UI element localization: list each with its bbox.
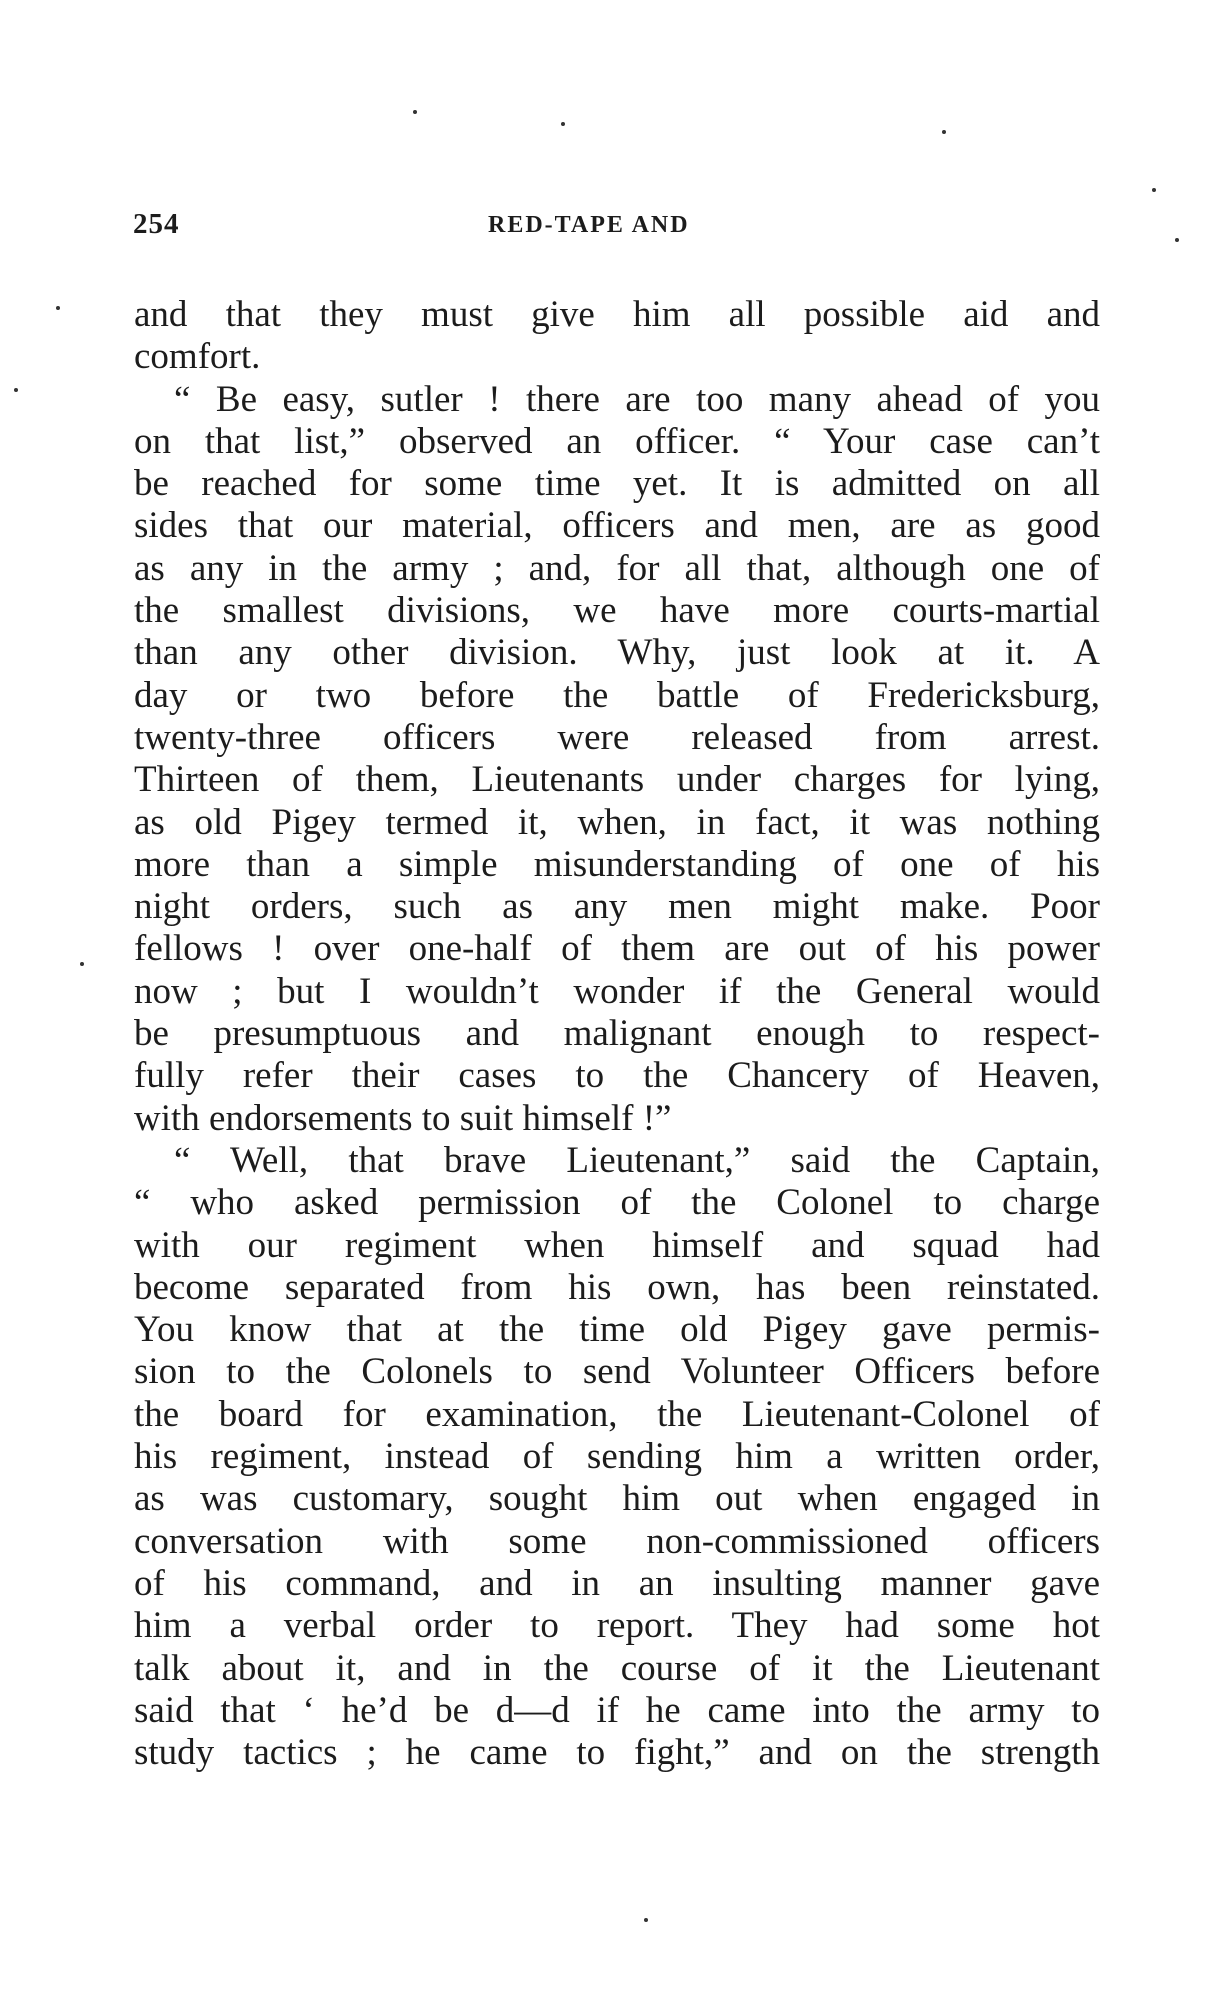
text-line: on that list,” observed an officer. “ Your case can’t [134, 420, 1100, 462]
text-line: conversation with some non-commissioned officers [134, 1520, 1100, 1562]
text-line: “ Well, that brave Lieutenant,” said the Captain, [174, 1139, 1100, 1181]
print-speck [80, 962, 84, 966]
print-speck [942, 130, 946, 134]
text-line: now ; but I wouldn’t wonder if the General would [134, 970, 1100, 1012]
text-line: be reached for some time yet. It is admitted on all [134, 463, 1100, 505]
text-line: twenty-three officers were released from arrest. [134, 716, 1100, 758]
text-line: comfort. [134, 336, 261, 378]
text-line: fully refer their cases to the Chancery of Heaven, [134, 1055, 1100, 1097]
text-line: sion to the Colonels to send Volunteer Officers before [134, 1351, 1100, 1393]
text-line: night orders, such as any men might make. Poor [134, 886, 1100, 928]
print-speck [413, 110, 417, 114]
print-speck [1152, 188, 1156, 192]
text-line: as any in the army ; and, for all that, although one of [134, 547, 1100, 589]
text-line: sides that our material, officers and men, are as good [134, 505, 1100, 547]
paragraph [134, 1140, 1100, 1774]
text-line: as old Pigey termed it, when, in fact, it was nothing [134, 801, 1100, 843]
paragraph [134, 294, 1100, 379]
text-line: “ who asked permission of the Colonel to charge [134, 1182, 1100, 1224]
print-speck [56, 306, 60, 310]
paragraph [134, 379, 1100, 1140]
print-speck [644, 1918, 648, 1922]
text-line: than any other division. Why, just look at it. A [134, 632, 1100, 674]
text-line: said that ‘ he’d be d—d if he came into the army to [134, 1689, 1100, 1731]
print-speck [561, 122, 565, 126]
text-line: day or two before the battle of Fredericksburg, [134, 674, 1100, 716]
text-line: “ Be easy, sutler ! there are too many ahead of you [174, 378, 1100, 420]
text-line: talk about it, and in the course of it the Lieutenant [134, 1647, 1100, 1689]
body-text [134, 294, 1100, 1774]
text-line: become separated from his own, has been reinstated. [134, 1266, 1100, 1308]
running-title: RED-TAPE AND [488, 212, 690, 238]
text-line: as was customary, sought him out when engaged in [134, 1478, 1100, 1520]
text-line: him a verbal order to report. They had some hot [134, 1605, 1100, 1647]
running-head [133, 208, 1103, 248]
text-line: the board for examination, the Lieutenant-Colonel of [134, 1393, 1100, 1435]
text-line: Thirteen of them, Lieutenants under charges for lying, [134, 759, 1100, 801]
text-line: fellows ! over one-half of them are out of his power [134, 928, 1100, 970]
text-line: and that they must give him all possible aid and [134, 294, 1100, 335]
text-line: You know that at the time old Pigey gave permis- [134, 1309, 1100, 1351]
text-line: study tactics ; he came to fight,” and on the strength [134, 1732, 1100, 1774]
text-line: be presumptuous and malignant enough to respect- [134, 1013, 1100, 1055]
text-line: with endorsements to suit himself !” [134, 1097, 672, 1139]
print-speck [1175, 238, 1179, 242]
text-line: his regiment, instead of sending him a written order, [134, 1436, 1100, 1478]
text-line: of his command, and in an insulting manner gave [134, 1562, 1100, 1604]
text-line: the smallest divisions, we have more courts-martial [134, 590, 1100, 632]
text-line: more than a simple misunderstanding of one of his [134, 843, 1100, 885]
page-number: 254 [133, 208, 180, 240]
print-speck [14, 388, 18, 392]
text-line: with our regiment when himself and squad had [134, 1224, 1100, 1266]
